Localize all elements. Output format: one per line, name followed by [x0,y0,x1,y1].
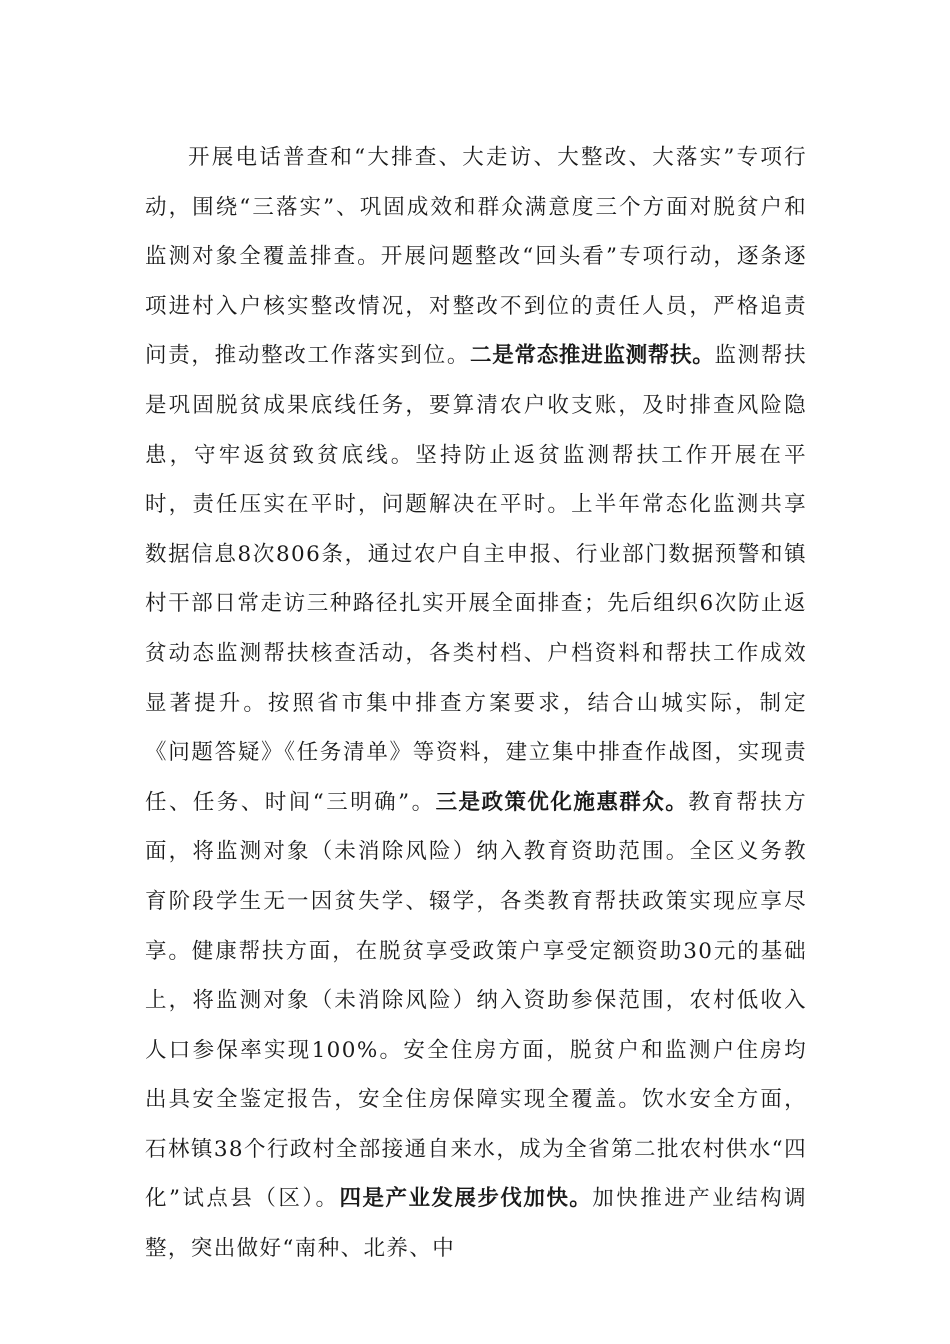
bold-heading-2: 二是常态推进监测帮扶。 [470,343,715,369]
text-segment: 监测帮扶是巩固脱贫成果底线任务，要算清农户收支账，及时排查风险隐患，守牢返贫致贫底线。坚持防止返贫监测帮扶工作开展在平时，责任压实在平时，问题解决在平时。上半年常态化监测共享数据信息8次806条，通过农户自主申报、行业部门数据预警和镇村干部日常走访三种路径扎实开展全面排查；先后组织6次防止返贫动态监测帮扶核查活动，各类村档、户档资料和帮扶工作成效显著提升。按照省市集中排查方案要求，结合山城实际，制定《问题答疑》《任务清单》等资料，建立集中排查作战图，实现责任、任务、时间“三明确”。 [145,343,807,815]
bold-heading-4: 四是产业发展步伐加快。 [339,1186,593,1212]
text-segment: 加快推进产业结构调整，突出做好“南种、北养、中 [145,1186,807,1262]
text-segment: 教育帮扶方面，将监测对象（未消除风险）纳入教育资助范围。全区义务教育阶段学生无一因贫失学、辍学，各类教育帮扶政策实现应享尽享。健康帮扶方面，在脱贫享受政策户享受定额资助30元的基础上，将监测对象（未消除风险）纳入资助参保范围，农村低收入人口参保率实现100%。安全住房方面，脱贫户和监测户住房均出具安全鉴定报告，安全住房保障实现全覆盖。饮水安全方面，石林镇38个行政村全部接通自来水，成为全省第二批农村供水“四化”试点县（区）。 [145,789,807,1212]
text-segment: 开展电话普查和“大排查、大走访、大整改、大落实”专项行动，围绕“三落实”、巩固成效和群众满意度三个方面对脱贫户和监测对象全覆盖排查。开展问题整改“回头看”专项行动，逐条逐项进村入户核实整改情况，对整改不到位的责任人员，严格追责问责，推动整改工作落实到位。 [145,145,807,369]
body-paragraph [145,133,807,1274]
bold-heading-3: 三是政策优化施惠群众。 [435,789,689,815]
